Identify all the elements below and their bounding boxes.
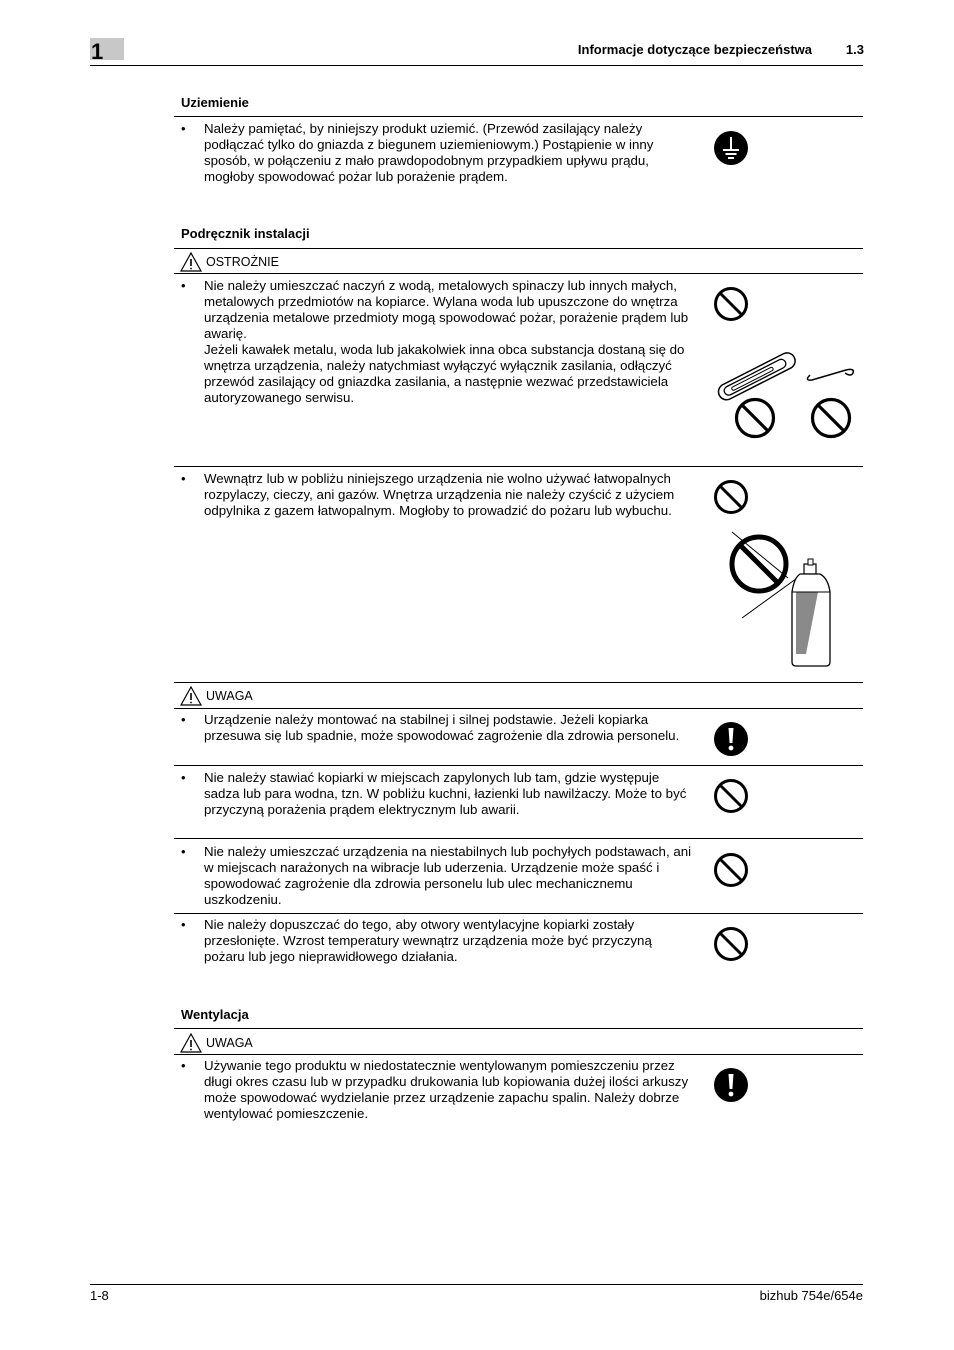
- warning-triangle-icon: [180, 1033, 202, 1053]
- table-rule: [174, 466, 863, 467]
- bullet: •: [181, 471, 186, 486]
- table-rule: [174, 248, 863, 249]
- warning-triangle-icon: [180, 686, 202, 706]
- safety-item-text: Nie należy umieszczać urządzenia na niestabilnych lub pochyłych podstawach, ani w miejscach narażonych na wibracje lub uderzenia. Urządzenie może spaść i spowodować zagrożenie dla zdrowia personelu lub ulec mechanicznemu uszkodzeniu.: [204, 844, 692, 908]
- mandatory-icon: [713, 1067, 749, 1103]
- mandatory-icon: [713, 721, 749, 757]
- safety-item-text-continued: Jeżeli kawałek metalu, woda lub jakakolwiek inna obca substancja dostaną się do wnętrza urządzenia, należy natychmiast wyłączyć wyłącznik zasilania, odłączyć przewód zasilający od gniazdka zasilania, a następnie wezwać przedstawiciela autoryzowanego serwisu.: [204, 342, 685, 406]
- ground-icon: [713, 130, 749, 166]
- paperclip-prohibited-illustration: [708, 345, 858, 441]
- warning-triangle-icon: [180, 252, 202, 272]
- safety-item-text: Nie należy stawiać kopiarki w miejscach zapylonych lub tam, gdzie występuje sadza lub para wodna, tzn. W pobliżu kuchni, łazienki lub nawilżaczy. Może to być przyczyną porażenia prądem elektrycznym lub awarii.: [204, 770, 687, 818]
- section-title-grounding: Uziemienie: [181, 95, 249, 110]
- footer-divider: [90, 1284, 863, 1285]
- prohibited-icon: [713, 286, 749, 322]
- table-rule: [174, 708, 863, 709]
- prohibited-icon: [713, 479, 749, 515]
- bullet: •: [181, 121, 186, 136]
- section-title-installation: Podręcznik instalacji: [181, 226, 310, 241]
- bullet: •: [181, 770, 186, 785]
- table-rule: [174, 765, 863, 766]
- prohibited-icon: [713, 926, 749, 962]
- prohibited-icon: [713, 852, 749, 888]
- safety-item-text: Używanie tego produktu w niedostatecznie wentylowanym pomieszczeniu przez długi okres czasu lub w przypadku drukowania lub kopiowania dużej ilości arkuszy może spowodować wydzielanie przez urządzenie zapachu spalin. Należy dobrze wentylować pomieszczenie.: [204, 1058, 689, 1122]
- safety-item-text: Nie należy umieszczać naczyń z wodą, metalowych spinaczy lub innych małych, metalowych przedmiotów na kopiarce. Wylana woda lub upuszczone do wnętrza urządzenia metalowe przedmioty mogą spowodować pożar, porażenie prądem lub awarię.: [204, 278, 689, 342]
- header-title: Informacje dotyczące bezpieczeństwa: [577, 42, 812, 57]
- header-section-number: 1.3: [845, 42, 864, 57]
- chapter-number: 1: [91, 39, 104, 64]
- bullet: •: [181, 1058, 186, 1073]
- safety-item-text: Urządzenie należy montować na stabilnej i silnej podstawie. Jeżeli kopiarka przesuwa się lub spadnie, może spowodować zagrożenie dla zdrowia personelu.: [204, 712, 680, 744]
- bullet: •: [181, 712, 186, 727]
- table-rule: [174, 273, 863, 274]
- table-rule: [174, 682, 863, 683]
- notice-label: UWAGA: [206, 689, 253, 703]
- bullet: •: [181, 278, 186, 293]
- bullet: •: [181, 844, 186, 859]
- table-rule: [174, 838, 863, 839]
- product-name: bizhub 754e/654e: [759, 1288, 863, 1303]
- spray-can-prohibited-illustration: [722, 530, 842, 670]
- table-rule: [174, 116, 863, 117]
- prohibited-icon: [713, 778, 749, 814]
- section-title-ventilation: Wentylacja: [181, 1007, 249, 1022]
- table-rule: [174, 1028, 863, 1029]
- notice-signal: [180, 686, 253, 706]
- notice-label: UWAGA: [206, 1036, 253, 1050]
- table-rule: [174, 913, 863, 914]
- caution-label: OSTROŻNIE: [206, 255, 279, 269]
- bullet: •: [181, 917, 186, 932]
- notice-signal: [180, 1033, 253, 1053]
- page-number: 1-8: [90, 1288, 109, 1303]
- caution-signal: [180, 252, 279, 272]
- safety-item-text: Nie należy dopuszczać do tego, aby otwory wentylacyjne kopiarki zostały przesłonięte. Wzrost temperatury wewnątrz urządzenia może być przyczyną pożaru lub jego nieprawidłowego działania.: [204, 917, 652, 965]
- header-divider: [90, 65, 863, 66]
- safety-item-text: Należy pamiętać, by niniejszy produkt uziemić. (Przewód zasilający należy podłączać tylko do gniazda z biegunem uziemieniowym.) Postąpienie w inny sposób, w połączeniu z mało prawdopodobnym przypadkiem upływu prądu, mogłoby spowodować pożar lub porażenie prądem.: [204, 121, 654, 185]
- safety-item-text: Wewnątrz lub w pobliżu niniejszego urządzenia nie wolno używać łatwopalnych rozpylaczy, cieczy, ani gazów. Wnętrza urządzenia nie należy czyścić z użyciem odpylnika z gazem łatwopalnym. Mogłoby to prowadzić do pożaru lub wybuchu.: [204, 471, 675, 519]
- table-rule: [174, 1054, 863, 1055]
